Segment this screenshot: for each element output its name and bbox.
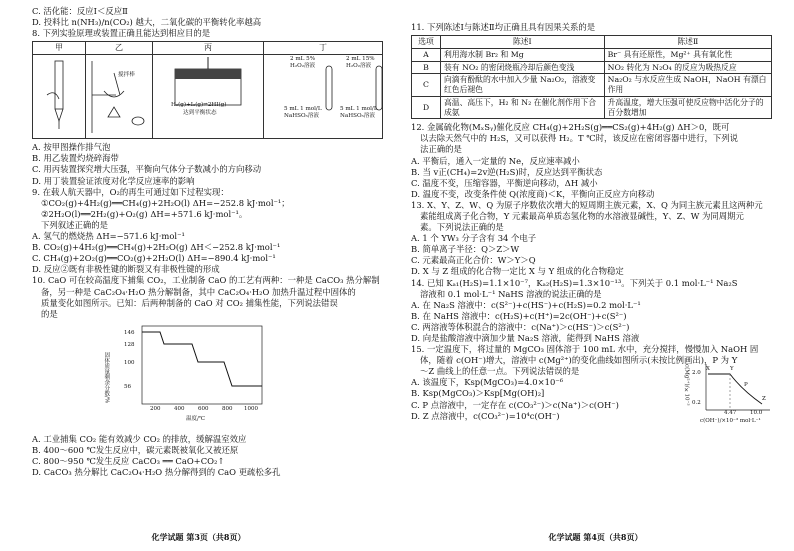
y-tick: 0.2 [692, 399, 701, 406]
text-line: 备，另一种是 CaC₂O₄·H₂O 热分解制备，其中 CaC₂O₄·H₂O 加热升温过程中固体的 [41, 286, 356, 297]
apparatus-yi [86, 42, 153, 138]
table-row [412, 61, 772, 74]
question-15: 15. 一定温度下，将过量的 MgCO₃ 固体溶于 100 mL 水中，充分搅拌，慢慢加入 NaOH 固 [411, 344, 759, 355]
table-header-row [412, 36, 772, 49]
option-line: C. 800～950 ℃发生反应 CaCO₃ ══ CaO+CO₂↑ [32, 455, 225, 466]
question-9: 9. 在载人航天器中，O₂的再生可通过如下过程实现： [32, 186, 229, 197]
option-line: D. 用丁装置验证浓度对化学反应速率的影响 [32, 175, 195, 186]
option-line: D. 向是盐酸溶液中滴加少量 Na₂S 溶液，能得到 NaHS 溶液 [411, 333, 640, 344]
apparatus-ding [264, 42, 382, 138]
text-line: 体，随着 c(OH⁻)增大，溶液中 c(Mg²⁺)的变化曲线如图所示(未按比例画出)，P 为 Y [420, 355, 738, 366]
y-tick: 56 [124, 383, 131, 390]
equation-line: ②2H₂O(l)══2H₂(g)+O₂(g) ΔH=+571.6 kJ·mol⁻¹。 [41, 208, 248, 219]
mass-chart [103, 322, 270, 432]
option-line: A. 工业捕集 CO₂ 能有效减少 CO₂ 的排放，缓解温室效应 [32, 433, 247, 444]
option-line: B. 简单离子半径：Q＞Z＞W [411, 244, 520, 255]
table-header: 陈述Ⅱ [604, 36, 771, 49]
table-cell: B [412, 61, 441, 74]
option-line: C. P 点溶液中，一定存在 c(CO₃²⁻)＞c(Na⁺)＞c(OH⁻) [411, 399, 619, 410]
equation-line: ①CO₂(g)+4H₂(g)══CH₄(g)+2H₂O(l) ΔH=−252.8 kJ·mol⁻¹； [41, 197, 290, 208]
option-line: C. 元素最高正化合价：W＞Y＞Q [411, 255, 536, 266]
apparatus-label: 甲 [33, 42, 85, 55]
x-tick: 800 [222, 405, 233, 412]
apparatus-label: 乙 [86, 42, 152, 55]
apparatus-label: 丁 [264, 42, 382, 55]
y-tick: 146 [124, 329, 135, 336]
text-line: 溶液和 0.1 mol·L⁻¹ NaHS 溶液的说法正确的是 [420, 288, 602, 299]
left-mid-lines [32, 142, 383, 320]
table-cell: 高温、高压下，H₂ 和 N₂ 在催化剂作用下合成氨 [441, 96, 605, 118]
option-line: A. 按甲图操作排气泡 [32, 142, 111, 153]
table-cell: Br⁻ 具有还原性，Mg²⁺ 具有氧化性 [604, 48, 771, 61]
equilibrium-sub: 达到平衡状态 [183, 110, 217, 117]
option-line: A. 1 个 YW₃ 分子含有 34 个电子 [411, 233, 537, 244]
text-line: 法正确的是 [420, 144, 462, 155]
question-14: 14. 已知 Kₐ₁(H₂S)=1.1×10⁻⁷，Kₐ₂(H₂S)=1.3×10⁻¹³。下列关于 0.1 mol·L⁻¹ Na₂S [411, 277, 738, 288]
page-footer: 化学试题 第4页（共8页） [548, 532, 643, 543]
option-line: A. 在 Na₂S 溶液中：c(S²⁻)+c(HS⁻)+c(H₂S)=0.2 mol·L⁻¹ [411, 299, 641, 310]
stir-rod-label: 搅拌棒 [118, 72, 135, 79]
x-tick: 600 [198, 405, 209, 412]
text-line: 素能组成离子化合物，Y 元素最高单质态氢化物的水溶液显碱性，Y、Z、W 为同周期元 [420, 210, 744, 221]
apparatus-label: 丙 [153, 42, 263, 55]
apparatus-bing [153, 42, 264, 138]
text-line: 质量变化如图所示。已知：后两种制备的 CaO 对 CO₂ 捕集性能，下列说法错误 [41, 297, 338, 308]
test-tubes-figure [264, 54, 414, 136]
crucible-figure [86, 55, 152, 137]
option-line: B. CO₂(g)+4H₂(g)══CH₄(g)+2H₂O(g) ΔH＜−252.8 kJ·mol⁻¹ [32, 242, 281, 253]
option-line: D. X 与 Z 组成的化合物一定比 X 与 Y 组成的化合物稳定 [411, 266, 624, 277]
option-line: C. 两溶液等体积混合的溶液中：c(Na⁺)＞c(HS⁻)＞c(S²⁻) [411, 321, 630, 332]
x-tick: 400 [174, 405, 185, 412]
option-line: B. 当 v正(CH₄)=2v逆(H₂S)时，反应达到平衡状态 [411, 166, 603, 177]
table-cell: C [412, 74, 441, 96]
option-line: D. Z 点溶液中，c(CO₃²⁻)=10⁴c(OH⁻) [411, 410, 560, 421]
x-tick: 4.47 [724, 409, 737, 416]
option-line: D. 反应②既有非极性键的断裂又有非极性键的形成 [32, 264, 220, 275]
x-axis-label: 温度/℃ [186, 415, 206, 422]
text-line: 素。下列说法正确的是 [420, 222, 504, 233]
table-cell: D [412, 96, 441, 118]
option-line: B. Ksp(MgCO₃)＞Ksp[Mg(OH)₂] [411, 388, 545, 399]
option-line: D. 温度不变，改变条件使 Q(浓度商)＜K，平衡向正反应方向移动 [411, 188, 655, 199]
y-axis-label: 固体质量剩余分数/% [103, 351, 110, 403]
point-label: P [744, 381, 748, 388]
statement-table [411, 35, 772, 119]
option-line: A. 该温度下，Ksp(MgCO₃)=4.0×10⁻⁶ [411, 377, 564, 388]
point-label: Z [762, 395, 766, 402]
table-cell: 利用海水制 Br₂ 和 Mg [441, 48, 605, 61]
question-11: 11. 下列陈述Ⅰ与陈述Ⅱ均正确且具有因果关系的是 [411, 22, 596, 32]
option-line: C. 用丙装置探究增大压强，平衡向气体分子数减小的方向移动 [32, 164, 262, 175]
question-13: 13. X、Y、Z、W、Q 为原子序数依次增大的短周期主族元素，X、Q 为同主族元素且这两种元 [411, 199, 763, 210]
option-line: C. 温度不变，压缩容器，平衡逆向移动，ΔH 减小 [411, 177, 598, 188]
question-12: 12. 金属硫化物(MₓSᵧ)催化反应 CH₄(g)+2H₂S(g)══CS₂(g)+4H₂(g) ΔH＞0，既可 [411, 122, 730, 133]
table-cell: NO₂ 转化为 N₂O₄ 的反应为吸热反应 [604, 61, 771, 74]
point-label: X [706, 365, 710, 372]
table-cell: Na₂O₂ 与水反应生成 NaOH，NaOH 有漂白作用 [604, 74, 771, 96]
x-tick: 1000 [244, 405, 258, 412]
text-line: D. 投料比 n(NH₃)/n(CO₂) 越大，二氧化碳的平衡转化率越高 [32, 17, 262, 28]
option-line: A. 平衡后，通入一定量的 Ne，反应速率减小 [411, 155, 580, 166]
y-tick: 128 [124, 341, 135, 348]
table-row [412, 96, 772, 118]
y-axis-label: c(Mg²⁺)/×10⁻³ [683, 363, 690, 406]
table-cell: 装有 NO₂ 的密闭烧瓶冷却后颜色变浅 [441, 61, 605, 74]
table-row [412, 74, 772, 96]
text-line: C. 活化能：反应Ⅰ＜反应Ⅱ [32, 6, 128, 16]
table-cell: 向滴有酚酞的水中加入少量 Na₂O₂，溶液变红色后褪色 [441, 74, 605, 96]
option-line: B. 用乙装置灼烧碎海带 [32, 153, 119, 164]
y-tick: 100 [124, 359, 135, 366]
x-axis-label: c(OH⁻)/×10⁻³ mol·L⁻¹ [700, 417, 761, 424]
reagent-label: 2 mL 5% H₂O₂溶液 [290, 56, 316, 69]
text-line: 下列叙述正确的是 [41, 219, 108, 230]
page-footer: 化学试题 第3页（共8页） [151, 532, 246, 543]
reagent-label: 2 mL 15% H₂O₂溶液 [346, 56, 375, 69]
page-right [397, 0, 794, 551]
table-cell: A [412, 48, 441, 61]
y-tick: 2.0 [692, 369, 701, 376]
equilibrium-label: H₂(g)+I₂(g)⇌2HI(g) [171, 102, 227, 109]
left-bottom-lines [32, 434, 383, 478]
table-cell: 升高温度，增大压强可使反应物中活化分子的百分数增加 [604, 96, 771, 118]
question-10: 10. CaO 可在较高温度下捕集 CO₂，工业制备 CaO 的工艺有两种：一种是 CaCO₃ 热分解制 [32, 275, 380, 286]
text-line: ～Z 曲线上的任意一点。下列说法错误的是 [420, 366, 580, 377]
table-row [412, 48, 772, 61]
table-header: 陈述Ⅰ [441, 36, 605, 49]
x-tick: 10.0 [750, 409, 763, 416]
option-line: A. 氢气的燃烧热 ΔH=−571.6 kJ·mol⁻¹ [32, 231, 185, 242]
option-line: D. CaCO₃ 热分解比 CaC₂O₄·H₂O 热分解得到的 CaO 更疏松多孔 [32, 467, 281, 478]
burette-figure [33, 55, 85, 137]
text-line: 以去除天然气中的 H₂S，又可以获得 H₂。T ℃时，该反应在密闭容器中进行，下列说 [420, 133, 738, 144]
text-line: 的是 [41, 308, 58, 319]
x-tick: 200 [150, 405, 161, 412]
reagent-label: 5 mL 1 mol/L NaHSO₃溶液 [340, 106, 378, 119]
apparatus-strip [32, 41, 383, 139]
table-header: 选项 [412, 36, 441, 49]
question-8: 8. 下列实验原理或装置正确且能达到相应目的是 [32, 28, 211, 39]
option-line: B. 在 NaHS 溶液中：c(H₂S)+c(H⁺)=2c(OH⁻)+c(S²⁻) [411, 310, 627, 321]
option-line: C. CH₄(g)+2O₂(g)══CO₂(g)+2H₂O(l) ΔH=−890.4 kJ·mol⁻¹ [32, 253, 276, 264]
mg-chart [683, 360, 772, 426]
left-top-lines [32, 6, 383, 39]
point-label: Y [730, 365, 734, 372]
option-line: B. 400～600 ℃发生反应中，碳元素既被氧化又被还原 [32, 444, 239, 455]
apparatus-jia [33, 42, 86, 138]
reagent-label: 5 mL 1 mol/L NaHSO₃溶液 [284, 106, 322, 119]
right-lines [411, 122, 772, 422]
